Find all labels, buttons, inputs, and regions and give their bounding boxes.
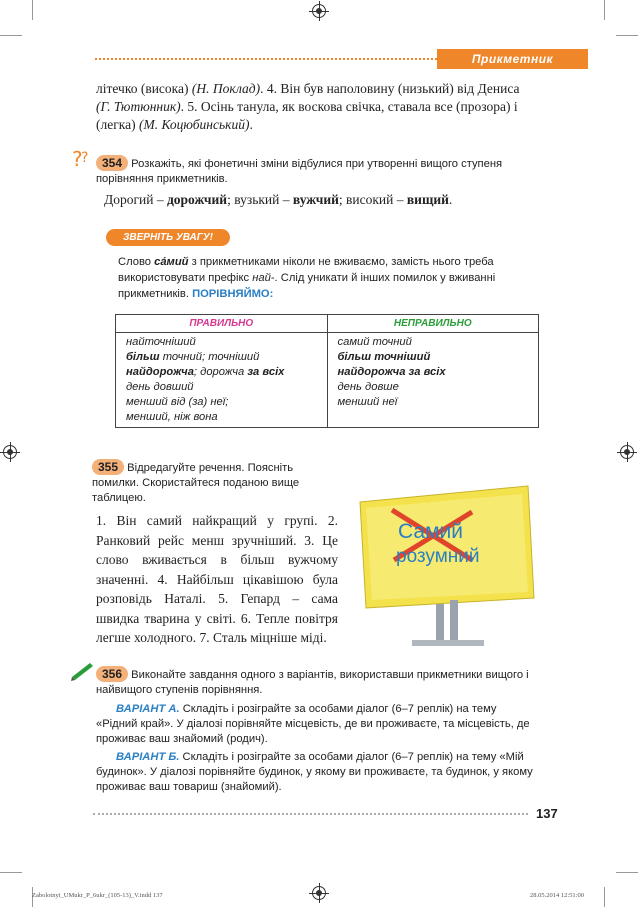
table-cell-segment: за всіх <box>247 366 285 378</box>
column-incorrect: НЕПРАВИЛЬНО <box>327 315 539 333</box>
exercise-task: Розкажіть, які фонетичні зміни відбулися при утворенні вищого ступеня порівняння прикметників. <box>96 158 503 185</box>
svg-text:?: ? <box>72 148 83 170</box>
table-row <box>338 350 529 365</box>
billboard-word: розумний <box>396 546 480 567</box>
attention-text <box>118 254 538 302</box>
table-row <box>126 335 317 350</box>
table-cell-segment: найдорожча <box>126 366 194 378</box>
intro-segment: (Г. Тютюнник) <box>96 99 181 114</box>
table-row <box>338 335 529 350</box>
exercise-355-sentences: 1. Він самий найкращий у групі. 2. Ранковий рейс менш зручніший. 3. Це слово вживається в більш вужчому значенні. 4. Найбільш цікавішою була розповідь Наталі. 5. Гепард – сама швидка тварина у світі. 6. Тепле повітря легше холодного. 7. Сталь міцніше міді. <box>96 513 338 645</box>
table-row <box>126 410 317 425</box>
attention-word: са́мий <box>154 256 189 268</box>
variant-b-label: ВАРІАНТ Б. <box>116 751 180 763</box>
table-cell-segment: менший від (за) неї; <box>126 396 229 408</box>
comparison-segment: ; високий – <box>338 192 407 207</box>
comparison-segment: Дорогий – <box>104 192 167 207</box>
comparison-segment: ; вузький – <box>227 192 293 207</box>
section-header: Прикметник <box>437 49 588 69</box>
comparison-segment: вужчий <box>292 192 339 207</box>
intro-segment: . <box>249 117 253 132</box>
table-cell-segment: більш точніший <box>337 351 431 363</box>
crop-mark <box>616 872 638 873</box>
column-correct: ПРАВИЛЬНО <box>116 315 328 333</box>
exercise-number: 354 <box>96 155 128 171</box>
think-icon <box>72 148 96 175</box>
crop-mark <box>604 0 605 20</box>
table-cell-segment: точний; <box>159 351 209 363</box>
comparison-segment: вищий <box>406 192 449 207</box>
table-cell-segment: ; дорожча <box>193 366 248 378</box>
variant-b-text: Складіть і розіграйте за особами діалог (6–7 реплік) на тему «Мій будинок». У діалозі порівняйте будинок, у якому ви проживаєте, та будинок, у якому проживає ваш товариш (знайомий). <box>96 751 533 793</box>
intro-text <box>96 80 536 134</box>
intro-segment: (Н. Поклад) <box>191 81 261 96</box>
compare-label: ПОРІВНЯЙМО: <box>192 288 274 300</box>
crop-mark <box>32 0 33 20</box>
table-row <box>126 380 317 395</box>
variant-a-text: Складіть і розіграйте за особами діалог (6–7 реплік) на тему «Рідний край». У діалозі порівняйте місцевість, де ви проживаєте, та місцевість, де проживає ваш знайомий (родич). <box>96 703 530 745</box>
intro-segment: (М. Коцюбинський) <box>138 117 250 132</box>
exercise-task: Відредагуйте речення. Поясніть помилки. Скористайтеся поданою вище таблицею. <box>92 462 300 504</box>
registration-mark-icon <box>620 445 634 459</box>
exercise-356 <box>96 666 536 698</box>
correct-list <box>116 333 328 428</box>
table-cell-segment: більш <box>126 351 160 363</box>
registration-mark-icon <box>3 445 17 459</box>
print-slug: Zabolotnyi_UMukr_P_6ukr_(105-13)_V.indd 137 <box>32 892 163 899</box>
table-row <box>338 395 529 410</box>
crop-mark <box>0 872 22 873</box>
table-cell-segment: самий точний <box>337 336 412 348</box>
crop-mark <box>616 35 638 36</box>
table-cell-segment: день довше <box>337 381 399 393</box>
attention-part: з прикметниками ніколи не вживаємо, замість нього треба використовувати префікс <box>118 256 494 284</box>
table-row <box>126 395 317 410</box>
svg-text:?: ? <box>81 150 89 166</box>
intro-segment: . 5. Осінь танула, як воскова свічка, ставала все (прозора) і (легка) <box>96 99 518 132</box>
footer-divider <box>93 813 528 815</box>
variant-a <box>96 702 536 747</box>
exercise-number: 356 <box>96 666 128 682</box>
table-row <box>338 380 529 395</box>
intro-text-content <box>96 81 519 132</box>
comparison-segment: . <box>448 192 453 207</box>
pen-icon <box>70 661 96 686</box>
billboard-crossed-word: Самий <box>398 520 463 543</box>
attention-part: Слово <box>118 256 155 268</box>
comparison-segment: дорожчий <box>166 192 228 207</box>
table-row <box>338 365 529 380</box>
comparison-table <box>115 314 539 428</box>
exercise-354-answer <box>104 191 544 209</box>
attention-part: . Слід уникати й інших помилок у вживанні прикметників. <box>118 272 496 300</box>
comparison-line <box>104 192 452 207</box>
table-cell-segment: менший, ніж вона <box>126 411 218 423</box>
exercise-task: Виконайте завдання одного з варіантів, використавши прикметники вищого і найвищого ступенів порівняння. <box>96 669 529 696</box>
table-cell-segment: точніший <box>208 351 260 363</box>
exercise-355 <box>92 459 342 506</box>
billboard-illustration <box>352 480 542 655</box>
variant-b <box>96 750 536 795</box>
table-row <box>126 350 317 365</box>
header-divider <box>95 58 437 60</box>
table-row <box>126 365 317 380</box>
crop-mark <box>604 887 605 907</box>
table-cell-segment: менший неї <box>337 396 398 408</box>
intro-segment: . 4. Він був наполовину (низький) від Дениса <box>260 81 520 96</box>
registration-mark-icon <box>312 886 326 900</box>
table-cell-segment: день довший <box>126 381 194 393</box>
page-number: 137 <box>536 806 558 821</box>
table-cell-segment: найточніший <box>126 336 196 348</box>
print-date: 28.05.2014 12:51:00 <box>530 892 584 899</box>
registration-mark-icon <box>312 4 326 18</box>
intro-segment: літечко (висока) <box>96 81 192 96</box>
crop-mark <box>0 35 22 36</box>
exercise-354 <box>96 155 536 187</box>
table-cell-segment: найдорожча за всіх <box>337 366 446 378</box>
variant-a-label: ВАРІАНТ А. <box>116 703 180 715</box>
incorrect-list <box>327 333 539 428</box>
attention-banner: ЗВЕРНІТЬ УВАГУ! <box>106 229 230 246</box>
exercise-number: 355 <box>92 459 124 475</box>
attention-prefix: най- <box>252 272 275 284</box>
